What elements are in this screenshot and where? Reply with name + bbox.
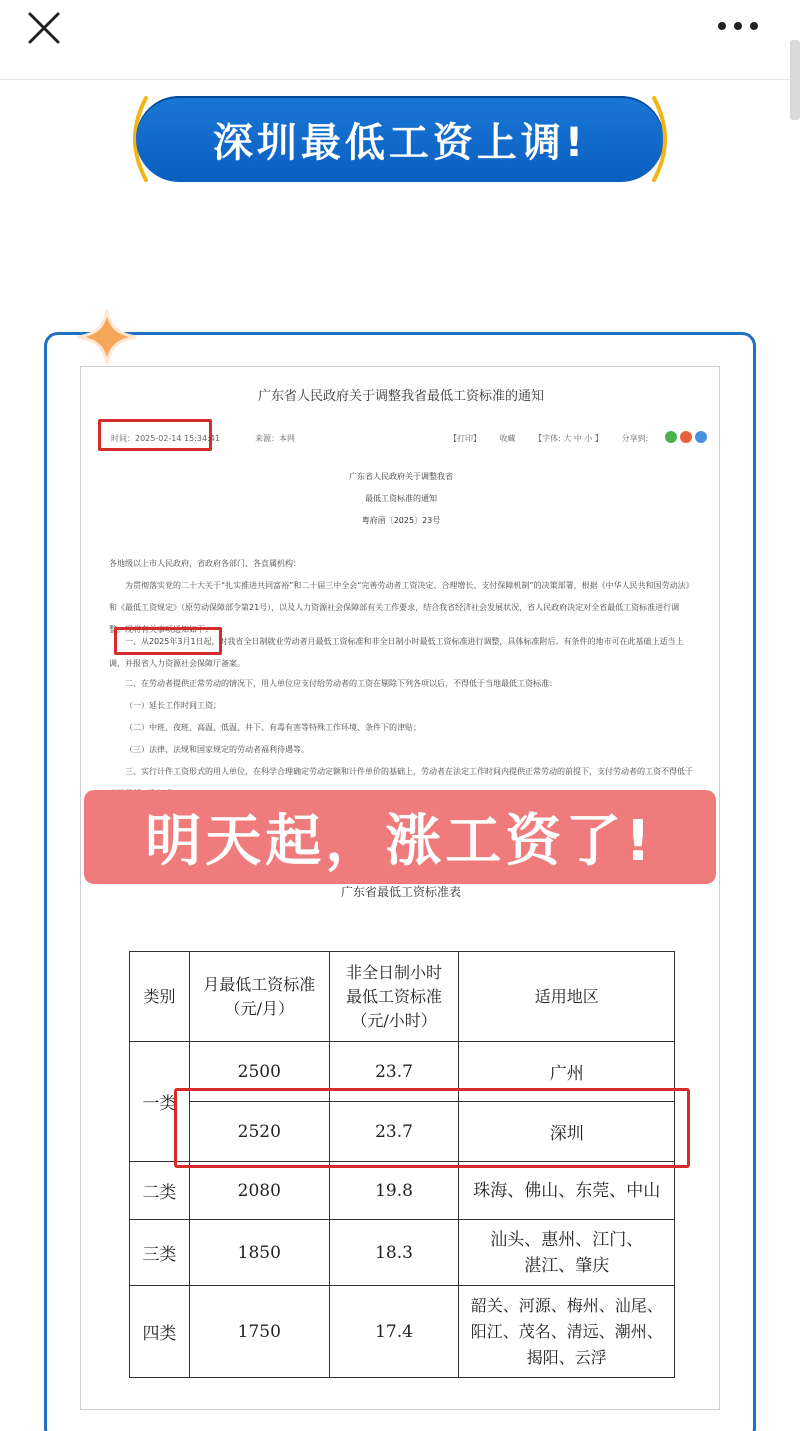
paragraph-item-1: 一、从2025年3月1日起，对我省全日制就业劳动者月最低工资标准和非全日制小时最低工资标准进行调整，具体标准附后。有条件的地市可在此基础上适当上调，并报省人力资源社会保障厅备案。 (109, 637, 684, 668)
paragraph-sub-2: （二）中班、夜班、高温、低温、井下、有毒有害等特殊工作环境、条件下的津贴； (125, 723, 421, 732)
hourly-cell: 23.7 (329, 1042, 459, 1102)
hourly-cell: 18.3 (329, 1220, 459, 1286)
category-cell: 二类 (130, 1162, 190, 1220)
document-title: 广东省人民政府关于调整我省最低工资标准的通知 (257, 389, 544, 404)
hourly-cell: 17.4 (329, 1286, 459, 1378)
monthly-cell: 2520 (189, 1102, 329, 1162)
print-link[interactable]: 【打印】 (449, 434, 481, 443)
regions-cell: 珠海、佛山、东莞、中山 (459, 1162, 675, 1220)
category-cell: 三类 (130, 1220, 190, 1286)
sparkle-icon (76, 308, 138, 366)
hourly-cell: 23.7 (329, 1102, 459, 1162)
table-row (130, 1162, 675, 1220)
header-category: 类别 (130, 952, 190, 1042)
header-monthly: 月最低工资标准 （元/月） (189, 952, 329, 1042)
time-highlight-box (98, 419, 212, 451)
paragraph-salutation: 各地级以上市人民政府，省政府各部门、各直属机构： (109, 559, 301, 568)
favorite-link[interactable]: 收藏 (499, 434, 516, 443)
notice-document (80, 366, 720, 1410)
right-bracket-decoration (648, 92, 678, 186)
close-icon[interactable] (24, 8, 64, 48)
regions-cell: 韶关、河源、梅州、汕尾、 阳江、茂名、清远、潮州、 揭阳、云浮 (459, 1286, 675, 1378)
table-row (130, 1286, 675, 1378)
monthly-cell: 2080 (189, 1162, 329, 1220)
doc-heading-line-1: 广东省人民政府关于调整我省 (349, 472, 453, 481)
font-size-switch[interactable]: 【字体: 大 中 小 】 (534, 434, 603, 443)
paragraph-item-3: 三、实行计件工资形式的用人单位，在科学合理确定劳动定额和计件单价的基础上，劳动者在法定工作时间内提供正常劳动的前提下，支付劳动者的工资不得低于 (125, 767, 693, 776)
category-cell: 一类 (130, 1042, 190, 1162)
top-bar (0, 0, 800, 80)
shenzhen-row-highlight-box (174, 1088, 690, 1168)
paragraph-sub-3: （三）法律、法规和国家规定的劳动者福利待遇等。 (125, 745, 309, 754)
meta-actions (449, 433, 664, 444)
scrollbar-thumb[interactable] (790, 40, 800, 120)
qq-share-icon[interactable] (695, 431, 707, 443)
category-cell: 四类 (130, 1286, 190, 1378)
header-hourly: 非全日制小时 最低工资标准 （元/小时） (329, 952, 459, 1042)
more-options-icon[interactable] (712, 10, 764, 42)
table-title: 广东省最低工资标准表 (340, 885, 461, 899)
banner-title: 深圳最低工资上调! (212, 119, 588, 166)
paragraph-sub-1: （一）延长工作时间工资； (125, 701, 221, 710)
monthly-cell: 1850 (189, 1220, 329, 1286)
doc-number: 粤府函〔2025〕23号 (361, 516, 441, 525)
monthly-cell: 1750 (189, 1286, 329, 1378)
regions-cell: 深圳 (459, 1102, 675, 1162)
paragraph-intro: 为贯彻落实党的二十大关于“扎实推进共同富裕”和二十届三中全会“完善劳动者工资决定、合理增长、支付保障机制”的决策部署，根据《中华人民共和国劳动法》和《最低工资规定》（原劳动保障部令第21号），以及人力资源社会保障部有关工作要求，结合我省经济社会发展状况，省人民政府决定对全省最低工资标准进行调整。现将有关事项通知如下： (109, 581, 694, 634)
headline-overlay (84, 790, 716, 884)
hourly-cell: 19.8 (329, 1162, 459, 1220)
title-banner (122, 92, 678, 186)
share-label: 分享到: (621, 434, 649, 443)
doc-heading-line-2: 最低工资标准的通知 (365, 494, 437, 503)
paragraph-item-2: 二、在劳动者提供正常劳动的情况下，用人单位应支付给劳动者的工资在剔除下列各项以后，不得低于当地最低工资标准： (125, 679, 557, 688)
monthly-cell: 2500 (189, 1042, 329, 1102)
date-highlight-box (114, 627, 222, 655)
publish-time: 时间：2025-02-14 15:34:41 (111, 434, 220, 443)
regions-cell: 汕头、惠州、江门、 湛江、肇庆 (459, 1220, 675, 1286)
banner-pill (136, 96, 664, 182)
weibo-share-icon[interactable] (680, 431, 692, 443)
share-buttons (665, 431, 707, 443)
regions-cell: 广州 (459, 1042, 675, 1102)
table-header-row (130, 952, 675, 1042)
source-label: 来源：本网 (255, 434, 295, 443)
header-regions: 适用地区 (459, 952, 675, 1042)
headline-overlay-text: 明天起，涨工资了! (145, 809, 655, 874)
wechat-share-icon[interactable] (665, 431, 677, 443)
table-row (130, 1220, 675, 1286)
